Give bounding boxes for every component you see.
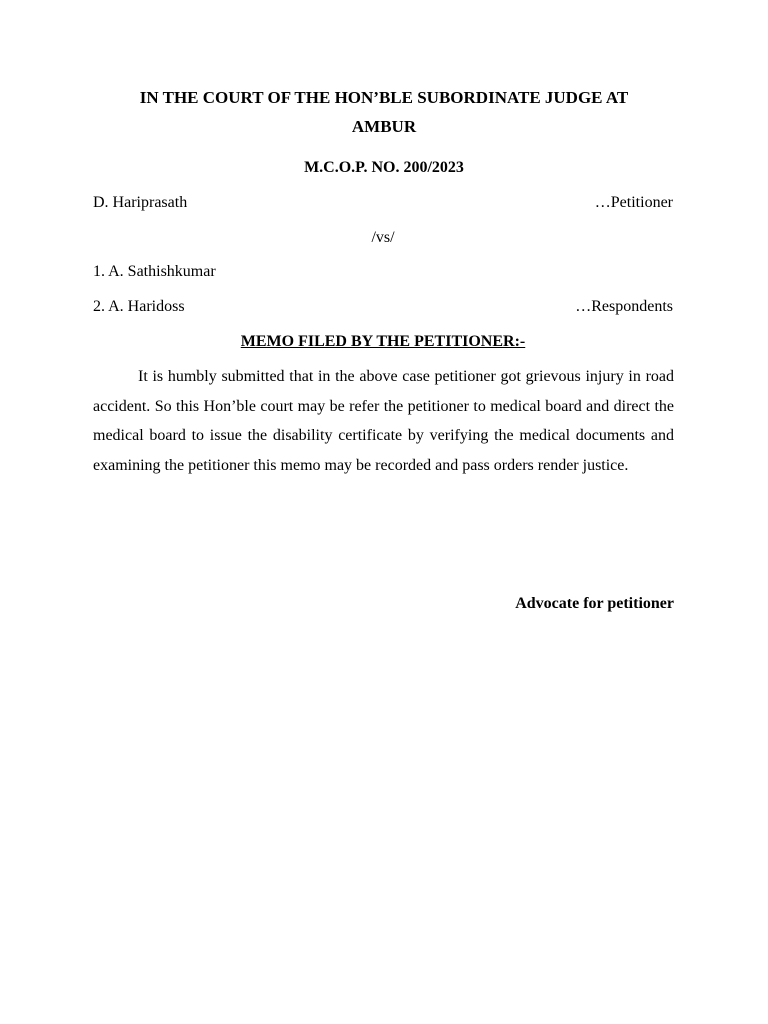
memo-heading-text: MEMO FILED BY THE PETITIONER:- [240, 333, 526, 350]
memo-heading [93, 328, 673, 356]
respondent-role: …Respondents [575, 298, 673, 315]
respondent-name: 2. A. Haridoss [93, 298, 185, 315]
case-number: M.C.O.P. NO. 200/2023 [304, 159, 464, 176]
court-title-line1: IN THE COURT OF THE HON’BLE SUBORDINATE JUDGE AT [139, 88, 629, 107]
advocate-signature: Advocate for petitioner [515, 595, 674, 612]
respondent-name: 1. A. Sathishkumar [93, 263, 216, 280]
court-title-line2: AMBUR [351, 117, 417, 136]
petitioner-role: …Petitioner [594, 194, 673, 211]
memo-body: It is humbly submitted that in the above case petitioner got grievous injury in road accident. So this Hon’ble court may be refer the petitioner to medical board and direct the medical board to issue the disability certificate by verifying the medical documents and examining the petitioner this memo may be recorded and pass orders render justice. [93, 368, 674, 474]
petitioner-name: D. Hariprasath [93, 194, 188, 211]
versus-label: /vs/ [371, 229, 395, 246]
